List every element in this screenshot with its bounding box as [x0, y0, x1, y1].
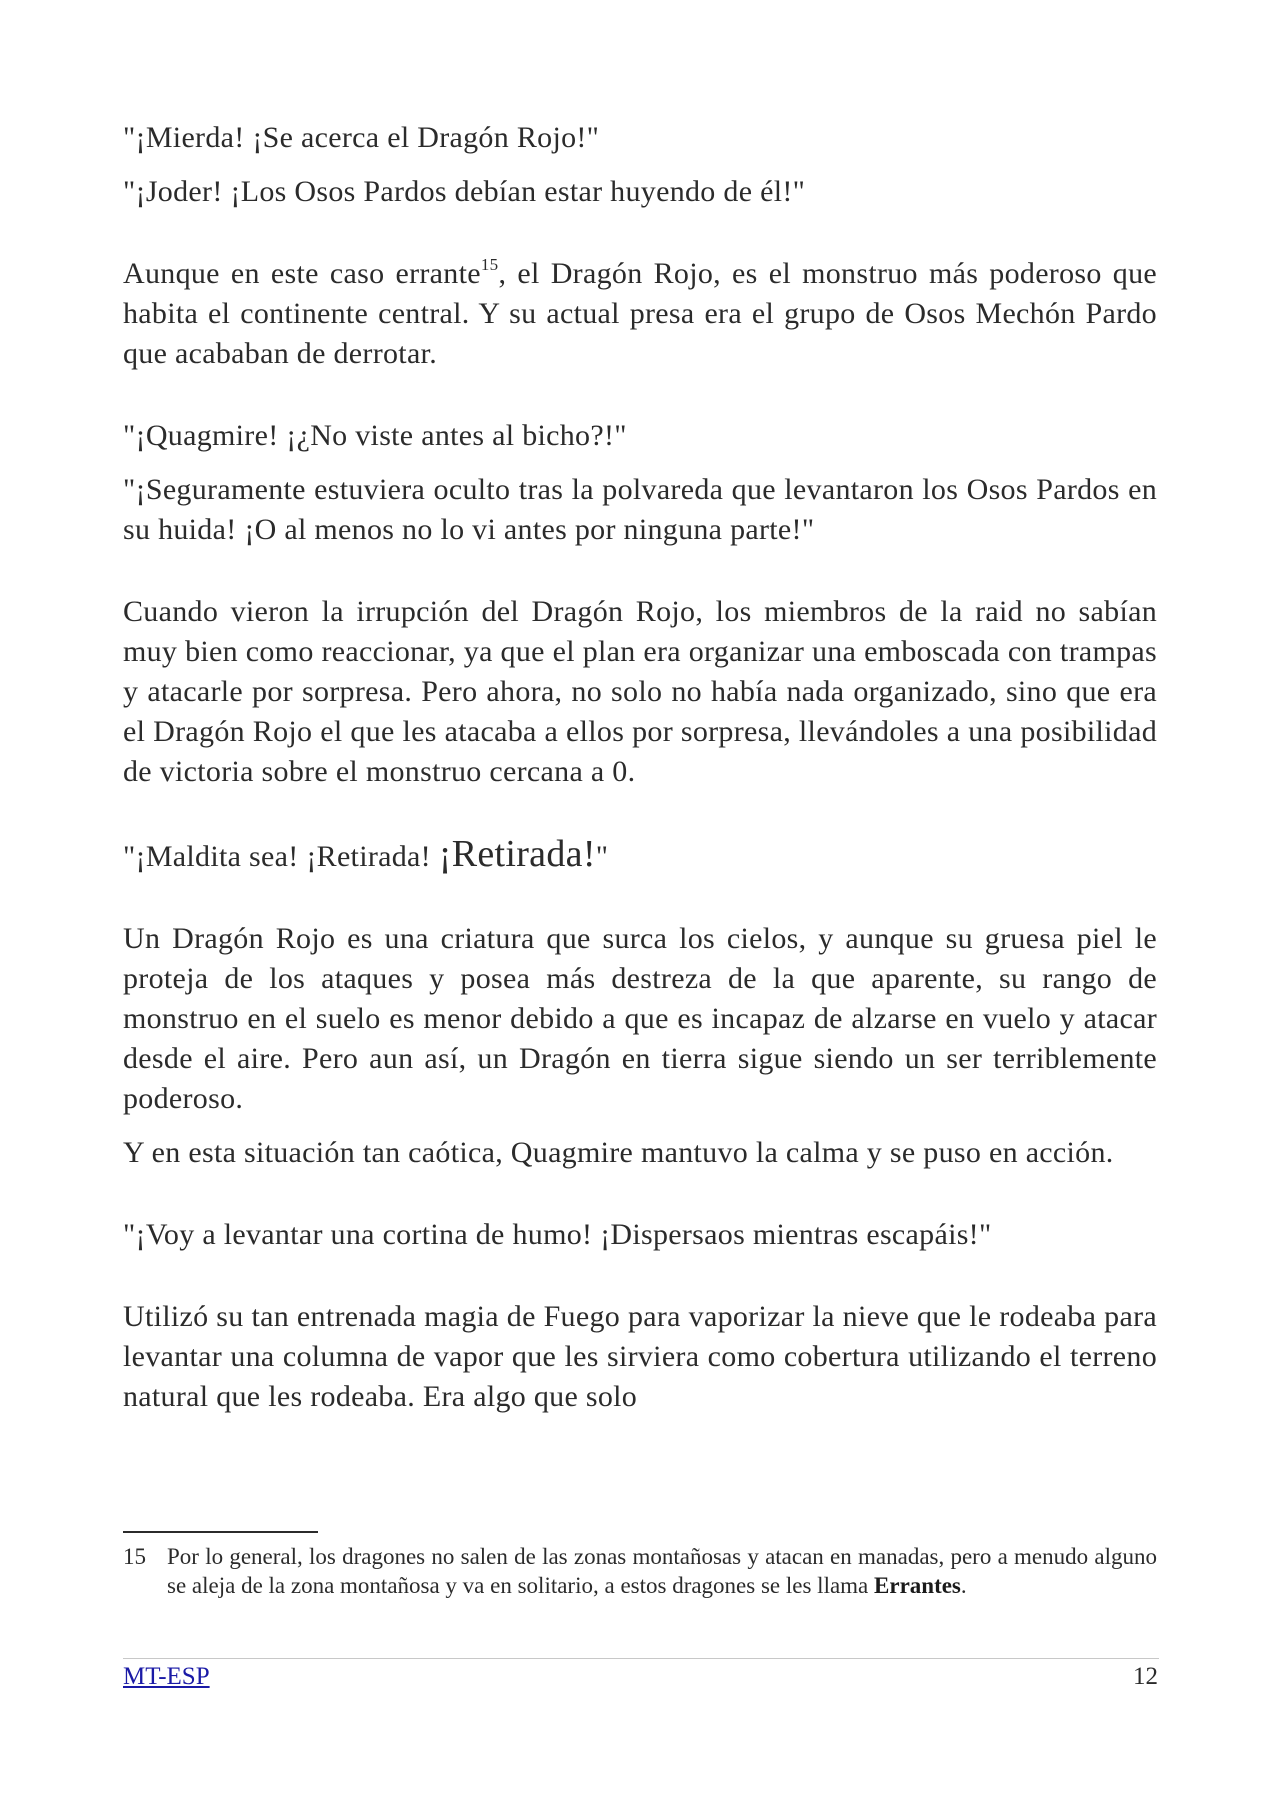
paragraph-text: , el Dragón Rojo, es el monstruo más poderoso que habita el continente central. Y su actual presa era el grupo de Osos Mechón Pardo que acababan de derrotar.: [123, 257, 1157, 370]
paragraph: Utilizó su tan entrenada magia de Fuego para vaporizar la nieve que le rodeaba para levantar una columna de vapor que les sirviera como cobertura utilizando el terreno natural que les rodeaba. Era algo que solo: [123, 1300, 1157, 1413]
paragraph: Cuando vieron la irrupción del Dragón Rojo, los miembros de la raid no sabían muy bien como reaccionar, ya que el plan era organizar una emboscada con trampas y atacarle por sorpresa. Pero ahora, no solo no había nada organizado, sino que era el Dragón Rojo el que les atacaba a ellos por sorpresa, llevándoles a una posibilidad de victoria sobre el monstruo cercana a 0.: [123, 595, 1157, 788]
page-body: [123, 118, 1157, 1417]
footnote-text: [167, 1542, 1157, 1600]
dialogue-line: "¡Voy a levantar una cortina de humo! ¡Dispersaos mientras escapáis!": [123, 1218, 992, 1251]
footer-divider: [123, 1658, 1159, 1659]
paragraph: Y en esta situación tan caótica, Quagmire mantuvo la calma y se puso en acción.: [123, 1136, 1114, 1169]
paragraph: Un Dragón Rojo es una criatura que surca los cielos, y aunque su gruesa piel le proteja de los ataques y posea más destreza de la que aparente, su rango de monstruo en el suelo es menor debido a que es incapaz de alzarse en vuelo y atacar desde el aire. Pero aun así, un Dragón en tierra sigue siendo un ser terriblemente poderoso.: [123, 922, 1157, 1115]
paragraph-text: Aunque en este caso errante: [123, 257, 481, 290]
dialogue-line: "¡Quagmire! ¡¿No viste antes al bicho?!": [123, 419, 627, 452]
footnote-separator: [123, 1531, 318, 1533]
footnote-body: Por lo general, los dragones no salen de las zonas montañosas y atacan en manadas, pero a menudo alguno se aleja de la zona montañosa y va en solitario, a estos dragones se les llama: [167, 1544, 1157, 1598]
paragraph: [123, 254, 1157, 374]
dialogue-line: "¡Joder! ¡Los Osos Pardos debían estar huyendo de él!": [123, 175, 806, 208]
footnote-end: .: [960, 1573, 967, 1598]
dialogue-line: "¡Seguramente estuviera oculto tras la polvareda que levantaron los Osos Pardos en su huida! ¡O al menos no lo vi antes por ninguna parte!": [123, 473, 1157, 546]
footer-link[interactable]: MT-ESP: [123, 1663, 210, 1690]
page-number: 12: [1133, 1663, 1158, 1690]
dialogue-text: ": [595, 840, 609, 873]
dialogue-line: "¡Mierda! ¡Se acerca el Dragón Rojo!": [123, 121, 600, 154]
dialogue-emphasis: ¡Retirada!: [438, 833, 596, 875]
footnote: [123, 1542, 1157, 1600]
footnote-reference[interactable]: 15: [480, 255, 499, 274]
dialogue-line: [123, 834, 1157, 877]
footnote-term: Errantes: [874, 1573, 961, 1598]
dialogue-text: "¡Maldita sea! ¡Retirada!: [123, 840, 439, 873]
footnote-number: 15: [123, 1544, 146, 1569]
